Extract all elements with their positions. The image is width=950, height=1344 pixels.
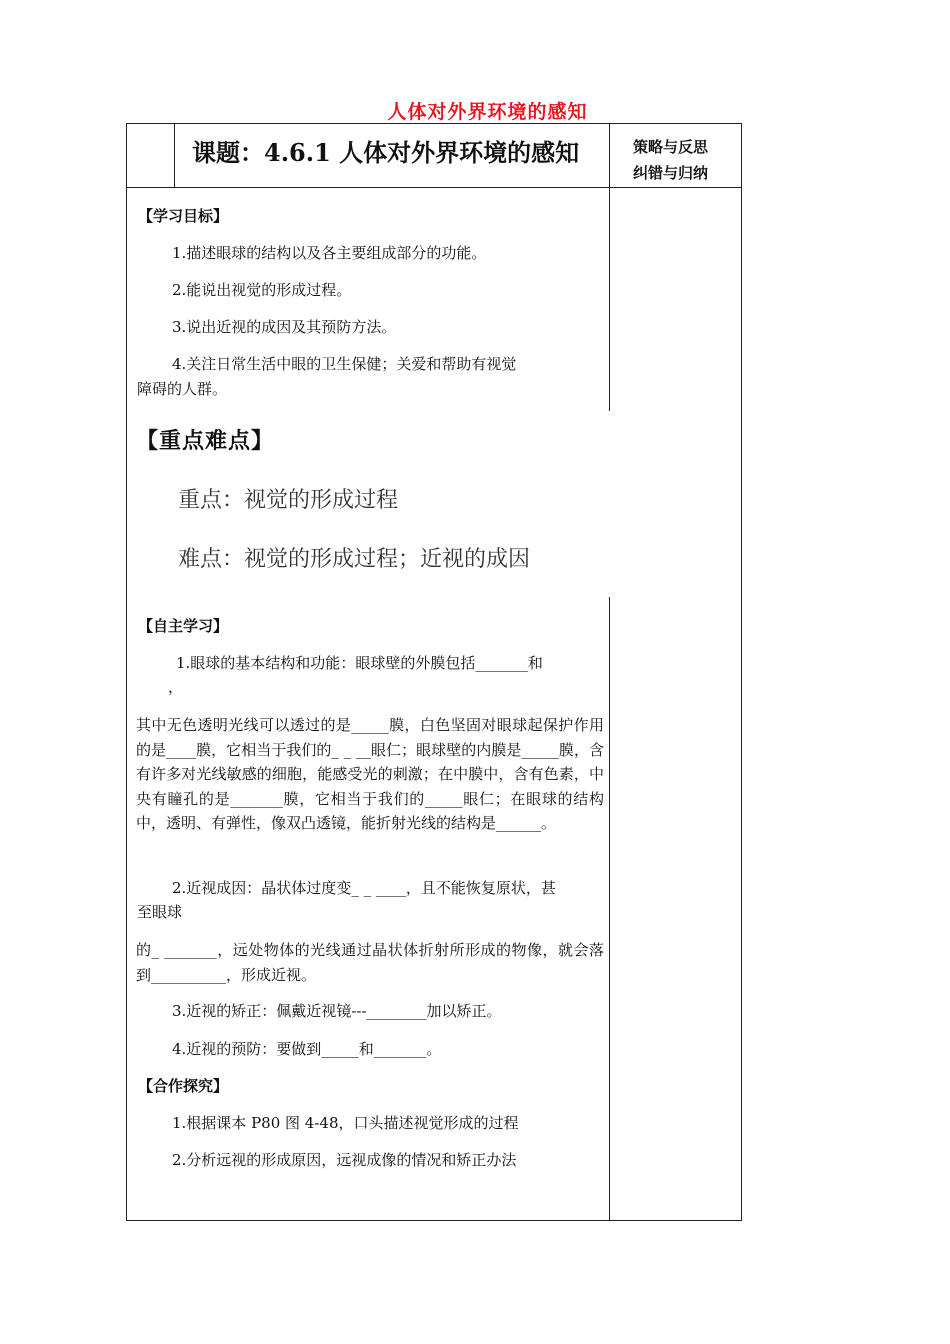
header-row-divider: [126, 187, 742, 188]
question-2-line-2: 至眼球: [137, 903, 183, 921]
question-4: 4.近视的预防：要做到_____和_______。: [172, 1040, 442, 1058]
difficulty-line: 难点：视觉的形成过程；近视的成因: [178, 547, 531, 572]
cooperation-item: 1.根据课本 P80 图 4-48，口头描述视觉形成的过程: [172, 1114, 519, 1132]
question-3: 3.近视的矫正：佩戴近视镜---________加以矫正。: [172, 1002, 502, 1020]
page-title: 人体对外界环境的感知: [387, 101, 588, 123]
question-1-paragraph: 其中无色透明光线可以透过的是_____膜，白色坚固对眼球起保护作用的是____膜，它相当于我们的_ _ __眼仁；眼球壁的内膜是_____膜，含有许多对光线敏感的细胞，能感受光的刺激；在中膜中，含有色素，中央有瞳孔的是_______膜，它相当于我们的_____眼仁；在眼球的结构中，透明、有弹性，像双凸透镜，能折射光线的结构是______。: [136, 716, 604, 833]
cooperation-item: 2.分析远视的形成原因，远视成像的情况和矫正办法: [172, 1151, 517, 1169]
cooperation-heading: 【合作探究】: [138, 1077, 229, 1095]
objective-item: 障碍的人群。: [137, 380, 228, 398]
objective-item: 3.说出近视的成因及其预防方法。: [172, 318, 397, 336]
self-study-heading: 【自主学习】: [138, 617, 229, 635]
side-column-heading: [633, 134, 708, 186]
question-1-line-1: 1.眼球的基本结构和功能：眼球壁的外膜包括_______和: [176, 654, 543, 672]
side-title-strategy: 策略与反思: [633, 138, 709, 156]
objectives-heading: 【学习目标】: [138, 207, 229, 225]
question-2-paragraph: 的_ _______，远处物体的光线通过晶状体折射所形成的物像，就会落到__________，形成近视。: [136, 941, 604, 984]
key-points-heading: 【重点难点】: [136, 429, 275, 454]
question-2-line-1: 2.近视成因：晶状体过度变_ _ ____，且不能恢复原状，甚: [172, 879, 556, 897]
focus-line: 重点：视觉的形成过程: [178, 488, 399, 513]
lesson-title: 课题：4.6.1 人体对外界环境的感知: [192, 138, 580, 167]
objective-item: 2.能说出视觉的形成过程。: [172, 281, 352, 299]
side-title-summary: 纠错与归纳: [633, 164, 709, 182]
question-1-line-2: ，: [168, 678, 184, 696]
column-divider-bottom: [609, 597, 610, 1221]
title-left-divider: [174, 123, 175, 188]
objective-item: 4.关注日常生活中眼的卫生保健；关爱和帮助有视觉: [172, 355, 517, 373]
objective-item: 1.描述眼球的结构以及各主要组成部分的功能。: [172, 244, 487, 262]
